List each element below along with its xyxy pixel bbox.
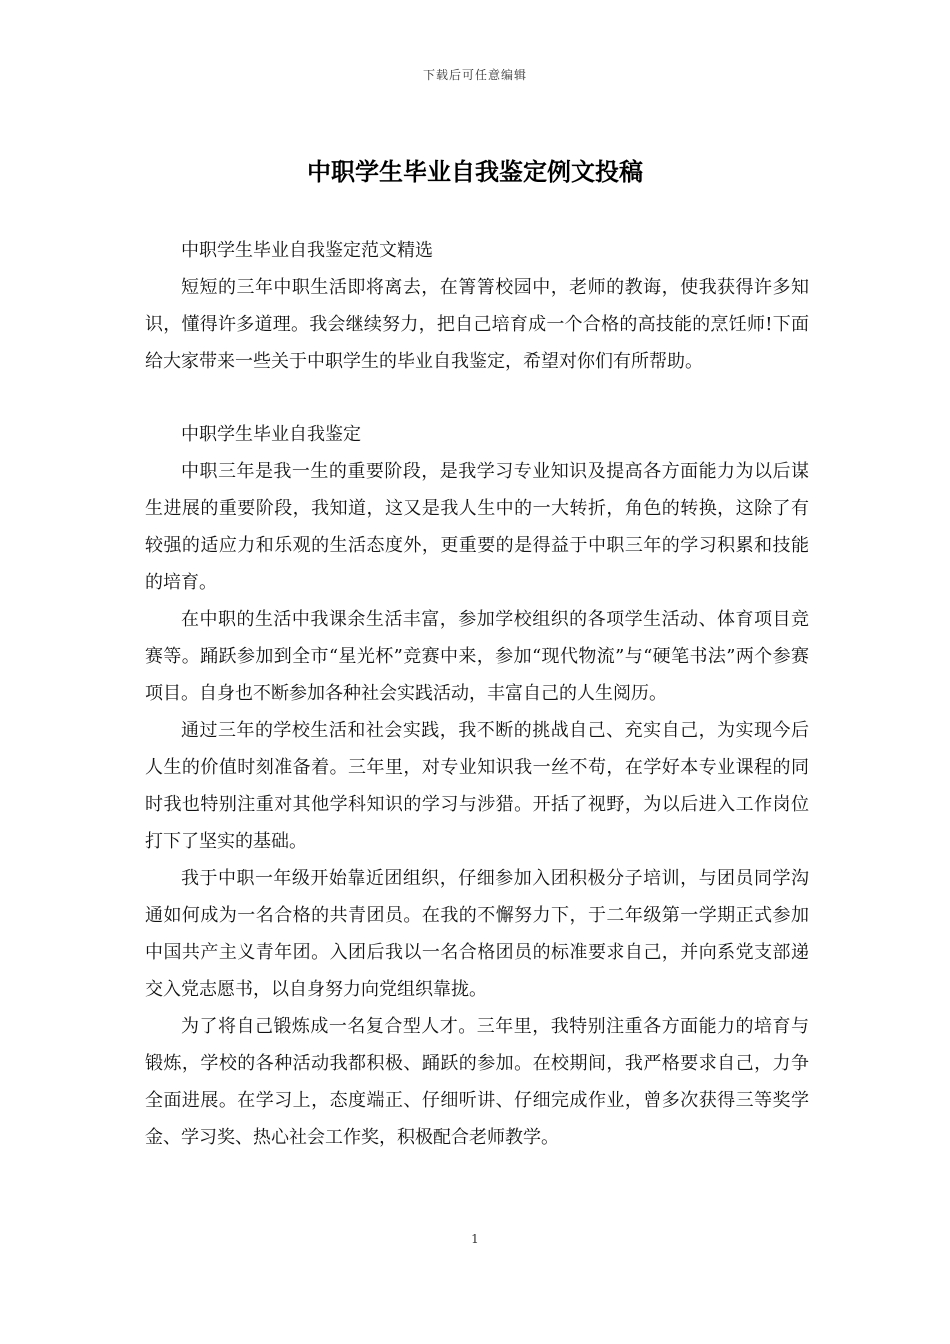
document-title: 中职学生毕业自我鉴定例文投稿 — [307, 157, 643, 186]
document-body — [145, 232, 809, 1156]
intro-paragraph: 短短的三年中职生活即将离去，在箐箐校园中，老师的教诲，使我获得许多知识，懂得许多道理。我会继续努力，把自己培育成一个合格的高技能的烹饪师!下面给大家带来一些关于中职学生的毕业自我鉴定，希望对你们有所帮助。 — [145, 277, 809, 372]
subtitle-paragraph: 中职学生毕业自我鉴定范文精选 — [181, 240, 433, 261]
body-paragraph: 为了将自己锻炼成一名复合型人才。三年里，我特别注重各方面能力的培育与锻炼，学校的各种活动我都积极、踊跃的参加。在校期间，我严格要求自己，力争全面进展。在学习上，态度端正、仔细听讲、仔细完成作业，曾多次获得三等奖学金、学习奖、热心社会工作奖，积极配合老师教学。 — [145, 1016, 809, 1148]
section-heading-paragraph: 中职学生毕业自我鉴定 — [181, 424, 361, 445]
body-paragraph: 在中职的生活中我课余生活丰富，参加学校组织的各项学生活动、体育项目竞赛等。踊跃参加到全市“星光杯”竞赛中来，参加“现代物流”与“硬笔书法”两个参赛项目。自身也不断参加各种社会实践活动，丰富自己的人生阅历。 — [145, 609, 809, 704]
header-note: 下载后可任意编辑 — [422, 68, 527, 82]
page-number: 1 — [471, 1232, 479, 1246]
body-paragraph: 通过三年的学校生活和社会实践，我不断的挑战自己、充实自己，为实现今后人生的价值时刻准备着。三年里，对专业知识我一丝不苟，在学好本专业课程的同时我也特别注重对其他学科知识的学习与涉猎。开括了视野，为以后进入工作岗位打下了坚实的基础。 — [145, 720, 809, 852]
body-paragraph: 我于中职一年级开始靠近团组织，仔细参加入团积极分子培训，与团员同学沟通如何成为一名合格的共青团员。在我的不懈努力下，于二年级第一学期正式参加中国共产主义青年团。入团后我以一名合格团员的标准要求自己，并向系党支部递交入党志愿书，以自身努力向党组织靠拢。 — [145, 868, 809, 1000]
body-paragraph: 中职三年是我一生的重要阶段，是我学习专业知识及提高各方面能力为以后谋生进展的重要阶段，我知道，这又是我人生中的一大转折，角色的转换，这除了有较强的适应力和乐观的生活态度外，更重要的是得益于中职三年的学习积累和技能的培育。 — [145, 461, 809, 593]
